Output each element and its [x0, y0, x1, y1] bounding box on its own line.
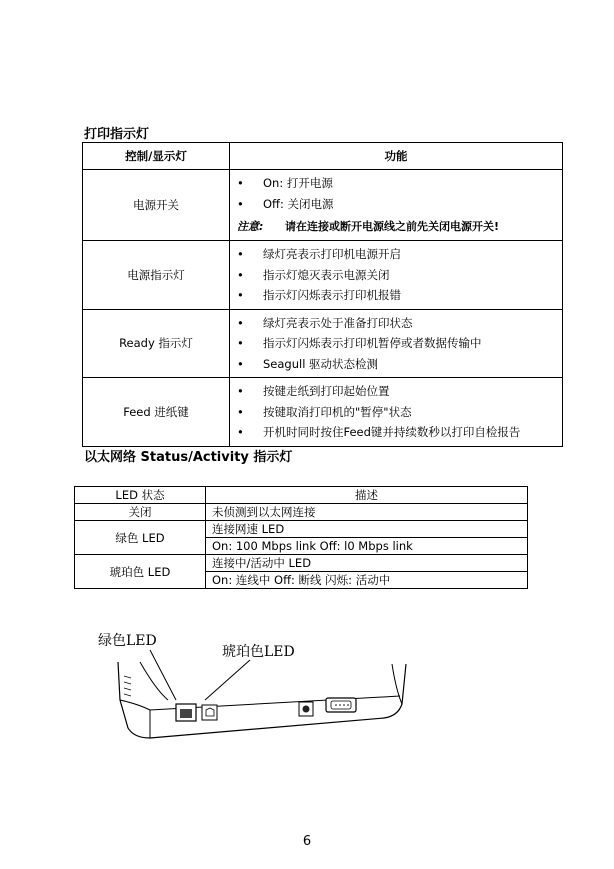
header-control: 控制/显示灯: [83, 143, 230, 170]
warning-note: 注意: 请在连接或断开电源线之前先关闭电源开关!: [237, 220, 500, 233]
row-label: Feed 进纸键: [83, 378, 230, 447]
callout-amber-led: 琥珀色LED: [222, 644, 295, 660]
leader-line-green: [150, 650, 176, 700]
list-item: • Off: 关闭电源: [237, 196, 334, 211]
row-description: On: 100 Mbps link Off: l0 Mbps link: [206, 538, 528, 555]
row-label: 电源开关: [83, 170, 230, 241]
row-label: 琥珀色 LED: [75, 555, 206, 589]
section-title-print-indicators: 打印指示灯: [84, 127, 150, 142]
callout-green-led: 绿色LED: [98, 633, 157, 649]
list-item: • Seagull 驱动状态检测: [237, 356, 379, 371]
row-description: On: 连线中 Off: 断线 闪烁: 活动中: [206, 572, 528, 589]
list-item: • 指示灯闪烁表示打印机暂停或者数据传输中: [237, 336, 482, 350]
leader-line-amber: [205, 660, 250, 700]
serial-port: [326, 698, 356, 712]
header-description: 描述: [206, 487, 528, 504]
list-item: • 绿灯亮表示打印机电源开启: [237, 247, 401, 261]
list-item: • 指示灯闪烁表示打印机报错: [237, 288, 401, 302]
row-description: 连接网速 LED: [206, 521, 528, 538]
section-title-ethernet: 以太网络 Status/Activity 指示灯: [84, 450, 293, 465]
list-item: • 按键走纸到打印起始位置: [237, 384, 390, 398]
list-item: • 按键取消打印机的"暂停"状态: [237, 404, 412, 419]
printer-housing: [118, 662, 406, 738]
row-label: 关闭: [75, 504, 206, 521]
list-item: • On: 打开电源: [237, 176, 333, 190]
row-label: 绿色 LED: [75, 521, 206, 555]
row-label: 电源指示灯: [83, 241, 230, 310]
list-item: • 绿灯亮表示处于准备打印状态: [237, 315, 413, 330]
page-number: 6: [302, 834, 312, 849]
usb-port: [202, 705, 217, 720]
header-function: 功能: [230, 143, 563, 170]
ethernet-port-inner: [180, 709, 192, 718]
row-label: Ready 指示灯: [83, 309, 230, 378]
list-item: • 指示灯熄灭表示电源关闭: [237, 267, 390, 282]
header-led-state: LED 状态: [75, 487, 206, 504]
row-description: 未侦测到以太网连接: [206, 504, 528, 521]
row-description: 连接中/活动中 LED: [206, 555, 528, 572]
list-item: • 开机时同时按住Feed键并持续数秒以打印自检报告: [237, 425, 521, 439]
